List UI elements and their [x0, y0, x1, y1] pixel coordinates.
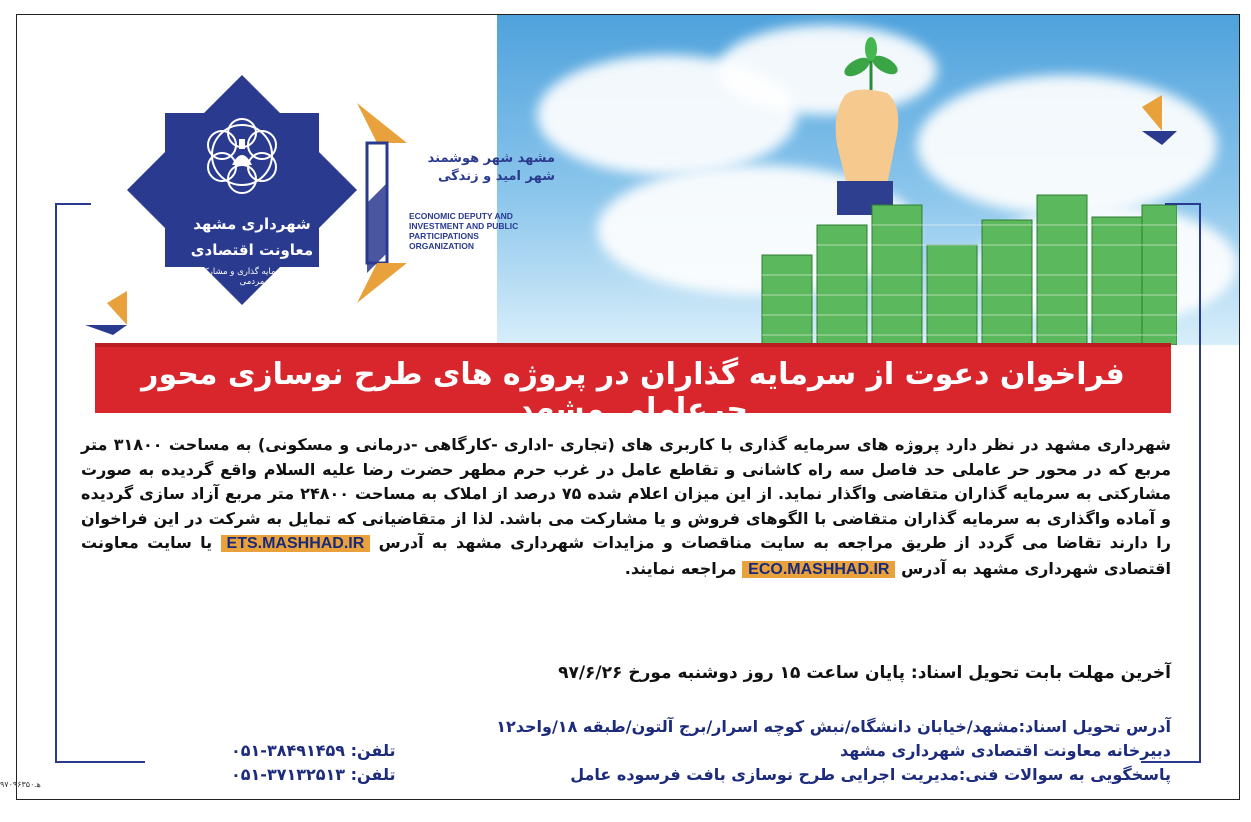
logo-line-1: شهرداری مشهد	[193, 215, 311, 233]
body-mid-text: یا سایت معاونت اقتصادی شهرداری مشهد به آدرس	[81, 533, 1171, 578]
english-org-line: ECONOMIC DEPUTY AND	[409, 211, 513, 221]
contact-info	[81, 715, 1171, 787]
frame-line-left	[55, 203, 57, 763]
english-org-line: INVESTMENT AND PUBLIC	[409, 221, 519, 231]
plant-icon	[841, 37, 900, 95]
logo-bracket-icon	[347, 103, 427, 303]
slogan-line-2: شهر امید و زندگی	[437, 169, 555, 184]
advertisement	[16, 14, 1240, 800]
body-end-text: مراجعه نمایند.	[624, 558, 737, 578]
eco-url-link[interactable]: ECO.MASHHAD.IR	[742, 561, 895, 578]
english-org-line: PARTICIPATIONS	[409, 231, 479, 241]
english-org-name	[409, 211, 589, 251]
title-banner	[95, 343, 1171, 427]
delivery-address: آدرس تحویل اسناد:مشهد/خیابان دانشگاه/نبش کوچه اسرار/برج آلتون/طبقه ۱۸/واحد۱۲	[496, 717, 1171, 736]
secretariat-name: دبیرخانه معاونت اقتصادی شهرداری مشهد	[839, 741, 1171, 760]
announcement-body	[81, 433, 1171, 582]
technical-contact: پاسخگویی به سوالات فنی:مدیریت اجرایی طرح نوسازی بافت فرسوده عامل	[570, 765, 1171, 784]
frame-line-right-top	[1165, 203, 1201, 205]
technical-phone: تلفن: ۳۷۱۳۲۵۱۳-۰۵۱	[231, 765, 396, 784]
hand-icon	[836, 89, 899, 215]
logo-line-2: معاونت اقتصادی	[190, 241, 314, 259]
frame-line-left-top	[55, 203, 91, 205]
money-stacks-illustration	[737, 35, 1177, 345]
ets-url-link[interactable]: ETS.MASHHAD.IR	[221, 535, 371, 552]
page-title: فراخوان دعوت از سرمایه گذاران در پروژه های طرح نوسازی محور حرعاملی مشهد	[141, 357, 1125, 427]
frame-line-right	[1199, 203, 1201, 763]
body-paragraph: شهرداری مشهد در نظر دارد پروژه های سرمایه گذاری با کاربری های (تجاری -اداری -کارگاهی -درمانی و مسکونی) به مساحت ۳۱۸۰۰ متر مربع که در محور حر عاملی حد فاصل سه راه کاشانی و تقاطع عامل در غرب حرم مطهر حضرت رضا علیه السلام واقع گردیده به صورت مشارکتی به سرمایه گذاران متقاضی واگذار نماید. از این میزان اعلام شده ۷۵ درصد از املاک به مساحت ۲۴۸۰۰ متر مربع آزاد سازی گردیده و آماده واگذاری به سرمایه گذاران متقاضی با الگوهای فروش و یا مشارکت می باشد. لذا از متقاضیانی که تمایل به شرکت در این فراخوان را دارند تقاضا می گردد از طریق مراجعه به سایت مناقصات و مزایدات شهرداری مشهد به آدرس	[81, 435, 1172, 552]
slogan-line-1: مشهد شهر هوشمند	[427, 151, 555, 166]
english-org-line: ORGANIZATION	[409, 241, 475, 251]
ad-code: ﻫ.۹۷۰۹۶۳۵۰	[0, 780, 41, 789]
deadline-text: آخرین مهلت بابت تحویل اسناد: پایان ساعت ۱۵ روز دوشنبه مورخ ۹۷/۶/۲۶	[558, 663, 1171, 683]
logo-line-3: و سازمان سرمایه گذاری و مشارکت های مردمی	[179, 267, 325, 287]
secretariat-phone: تلفن: ۳۸۴۹۱۴۵۹-۰۵۱	[231, 741, 396, 760]
